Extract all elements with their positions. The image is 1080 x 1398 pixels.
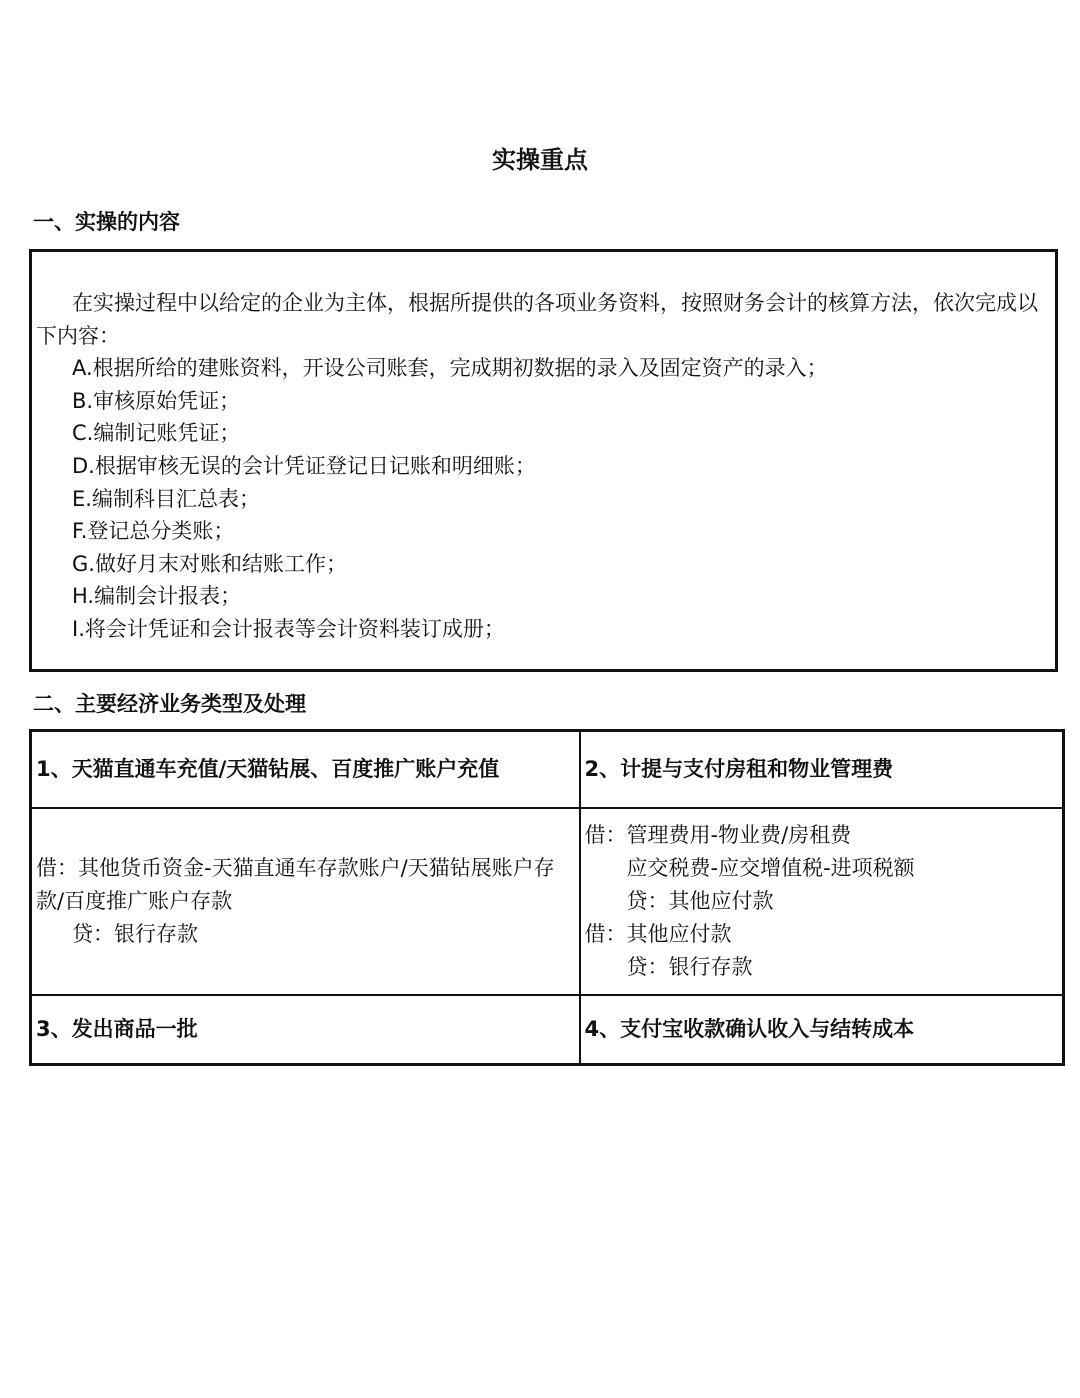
table-row bbox=[31, 731, 1064, 808]
practice-item-b: B.审核原始凭证； bbox=[72, 388, 241, 413]
table-cell-title-2: 2、计提与支付房租和物业管理费 bbox=[580, 731, 1064, 808]
journal-entry-credit: 贷：其他应付款 bbox=[626, 888, 774, 913]
section-heading-business-types: 二、主要经济业务类型及处理 bbox=[33, 692, 306, 716]
journal-entry-credit: 贷：银行存款 bbox=[72, 921, 198, 946]
journal-entry-credit: 贷：银行存款 bbox=[626, 954, 753, 979]
practice-item-a: A.根据所给的建账资料，开设公司账套，完成期初数据的录入及固定资产的录入； bbox=[72, 356, 828, 381]
table-cell-title-4: 4、支付宝收款确认收入与结转成本 bbox=[580, 995, 1064, 1065]
practice-item-c: C.编制记账凭证； bbox=[72, 421, 241, 446]
journal-entry-debit: 借：管理费用-物业费/房租费 bbox=[584, 822, 852, 847]
section-heading-practice-content: 一、实操的内容 bbox=[33, 210, 180, 234]
practice-intro: 在实操过程中以给定的企业为主体，根据所提供的各项业务资料，按照财务会计的核算方法，依次完成以下内容： bbox=[36, 291, 1038, 348]
practice-item-e: E.编制科目汇总表； bbox=[72, 486, 260, 511]
journal-entry-debit-cont: 应交税费-应交增值税-进项税额 bbox=[626, 855, 915, 880]
practice-item-f: F.登记总分类账； bbox=[72, 519, 235, 544]
table-cell-title-1: 1、天猫直通车充值/天猫钻展、百度推广账户充值 bbox=[31, 731, 580, 808]
table-row bbox=[31, 808, 1064, 995]
table-cell-body-1 bbox=[31, 808, 580, 995]
practice-content-box bbox=[29, 249, 1058, 672]
practice-item-d: D.根据审核无误的会计凭证登记日记账和明细账； bbox=[72, 453, 536, 478]
table-row bbox=[31, 995, 1064, 1065]
journal-entry-debit: 借：其他货币资金-天猫直通车存款账户/天猫钻展账户存款/百度推广账户存款 bbox=[36, 855, 555, 913]
journal-entry-debit: 借：其他应付款 bbox=[584, 921, 732, 946]
business-types-table bbox=[29, 729, 1065, 1066]
table-cell-body-2 bbox=[580, 808, 1064, 995]
page-title: 实操重点 bbox=[492, 146, 588, 174]
practice-item-i: I.将会计凭证和会计报表等会计资料装订成册； bbox=[72, 616, 505, 641]
practice-content-text bbox=[36, 287, 1046, 646]
table-cell-title-3: 3、发出商品一批 bbox=[31, 995, 580, 1065]
practice-item-h: H.编制会计报表； bbox=[72, 584, 242, 609]
practice-item-g: G.做好月末对账和结账工作； bbox=[72, 551, 347, 576]
